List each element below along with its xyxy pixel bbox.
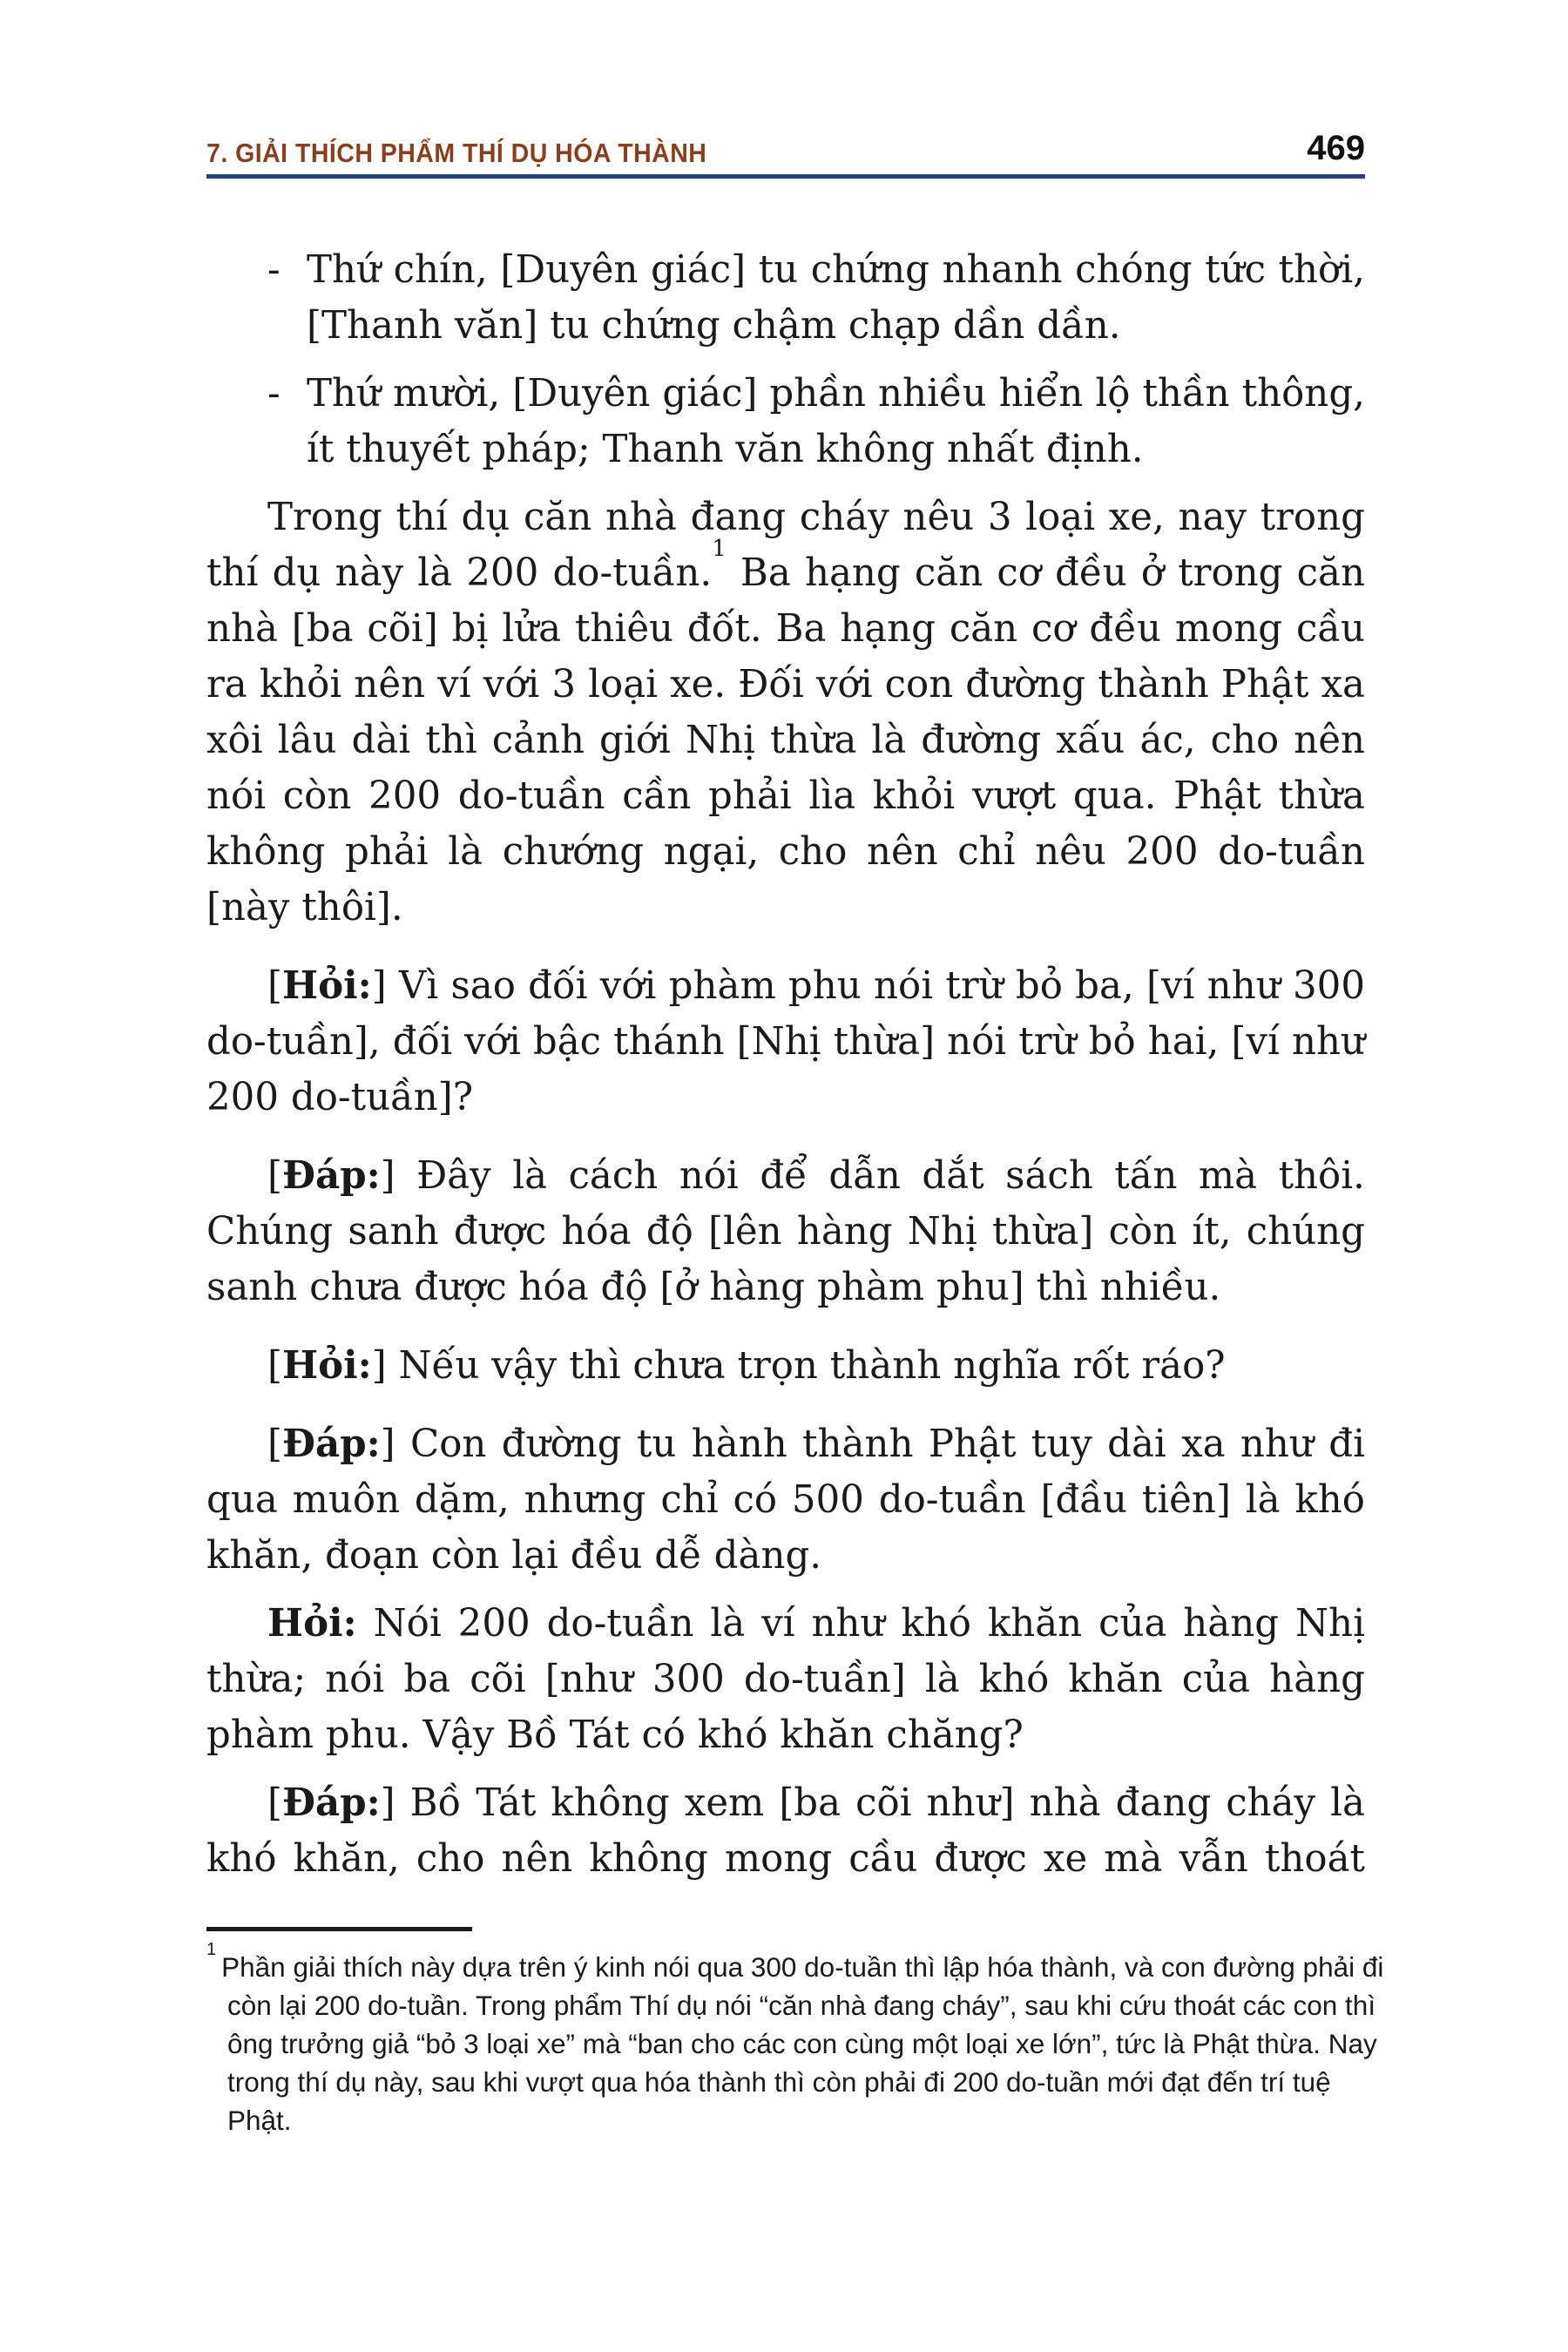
dialogue-answer: [206, 1416, 1365, 1584]
speaker-label: Đáp:: [281, 1153, 381, 1198]
speaker-label: Hỏi:: [281, 963, 372, 1008]
bullet-item: [206, 366, 1365, 477]
dialogue-answer: [206, 1775, 1365, 1887]
dialogue-question: [206, 958, 1365, 1125]
bullet-item: [206, 242, 1365, 354]
bullet-dash: -: [267, 248, 280, 292]
paragraph: [206, 490, 1365, 936]
footnote-text: Phần giải thích này dựa trên ý kinh nói qua 300 do-tuần thì lập hóa thành, và con đường phải đi còn lại 200 do-tuần. Trong phẩm Thí dụ nói “căn nhà đang cháy”, sau khi cứu thoát các con thì ông trưởng giả “bỏ 3 loại xe” mà “ban cho các con cùng một loại xe lớn”, tức là Phật thừa. Nay trong thí dụ này, sau khi vượt qua hóa thành thì còn phải đi 200 do-tuần mới đạt đến trí tuệ Phật.: [221, 1951, 1384, 2136]
dialogue-text: Đây là cách nói để dẫn dắt sách tấn mà thôi. Chúng sanh được hóa độ [lên hàng Nhị thừa] còn ít, chúng sanh chưa được hóa độ [ở hàng phàm phu] thì nhiều.: [206, 1154, 1365, 1309]
bullet-dash: -: [267, 372, 280, 416]
page-number: 469: [1307, 129, 1365, 167]
dialogue-answer: [206, 1148, 1365, 1315]
paragraph-text: Trong thí dụ căn nhà đang cháy nêu 3 loại xe, nay trong thí dụ này là 200 do-tuần.: [206, 496, 1365, 595]
speaker-label: Đáp:: [281, 1422, 381, 1466]
body-text: [206, 242, 1365, 1909]
speaker-label: Đáp:: [281, 1781, 381, 1825]
running-head: [206, 129, 1365, 172]
bracket: [: [267, 964, 282, 1008]
paragraph-text: Ba hạng căn cơ đều ở trong căn nhà [ba cõi] bị lửa thiêu đốt. Ba hạng căn cơ đều mong cầu ra khỏi nên ví với 3 loại xe. Đối với con đường thành Phật xa xôi lâu dài thì cảnh giới Nhị thừa là đường xấu ác, cho nên nói còn 200 do-tuần cần phải lìa khỏi vượt qua. Phật thừa không phải là chướng ngại, cho nên chỉ nêu 200 do-tuần [này thôi].: [206, 551, 1365, 929]
dialogue-text: Con đường tu hành thành Phật tuy dài xa như đi qua muôn dặm, nhưng chỉ có 500 do-tuần [đầu tiên] là khó khăn, đoạn còn lại đều dễ dàng.: [206, 1423, 1365, 1578]
bracket: [: [267, 1781, 282, 1825]
bracket: ]: [380, 1423, 395, 1466]
dialogue-text: Nói 200 do-tuần là ví như khó khăn của hàng Nhị thừa; nói ba cõi [như 300 do-tuần] là khó khăn của hàng phàm phu. Vậy Bồ Tát có khó khăn chăng?: [206, 1602, 1365, 1757]
chapter-title: 7. GIẢI THÍCH PHẨM THÍ DỤ HÓA THÀNH: [206, 138, 707, 168]
bullet-text: Thứ chín, [Duyên giác] tu chứng nhanh chóng tức thời, [Thanh văn] tu chứng chậm chạp dần dần.: [307, 248, 1365, 348]
bracket: ]: [371, 1344, 387, 1388]
bracket: [: [267, 1344, 282, 1388]
dialogue-question: [206, 1596, 1365, 1763]
bracket: ]: [380, 1781, 395, 1825]
speaker-label: Hỏi:: [281, 1343, 372, 1388]
footnote-separator: [206, 1927, 472, 1931]
dialogue-text: Nếu vậy thì chưa trọn thành nghĩa rốt ráo?: [386, 1344, 1226, 1388]
bracket: ]: [371, 964, 387, 1008]
bracket: ]: [380, 1154, 395, 1198]
dialogue-text: Bồ Tát không xem [ba cõi như] nhà đang cháy là khó khăn, cho nên không mong cầu được xe mà vẫn thoát: [206, 1781, 1365, 1881]
footnote: [206, 1940, 1386, 2139]
speaker-label: Hỏi:: [267, 1601, 357, 1646]
bracket: [: [267, 1154, 282, 1198]
dialogue-text: Vì sao đối với phàm phu nói trừ bỏ ba, [ví như 300 do-tuần], đối với bậc thánh [Nhị thừa] nói trừ bỏ hai, [ví như 200 do-tuần]?: [206, 964, 1365, 1119]
footnote-marker: 1: [206, 1940, 217, 1959]
bracket: [: [267, 1423, 282, 1466]
dialogue-question: [206, 1338, 1365, 1394]
footnote-reference[interactable]: 1: [712, 536, 727, 562]
bullet-text: Thứ mười, [Duyên giác] phần nhiều hiển lộ thần thông, ít thuyết pháp; Thanh văn không nhất định.: [307, 372, 1365, 471]
header-rule: [206, 174, 1365, 179]
